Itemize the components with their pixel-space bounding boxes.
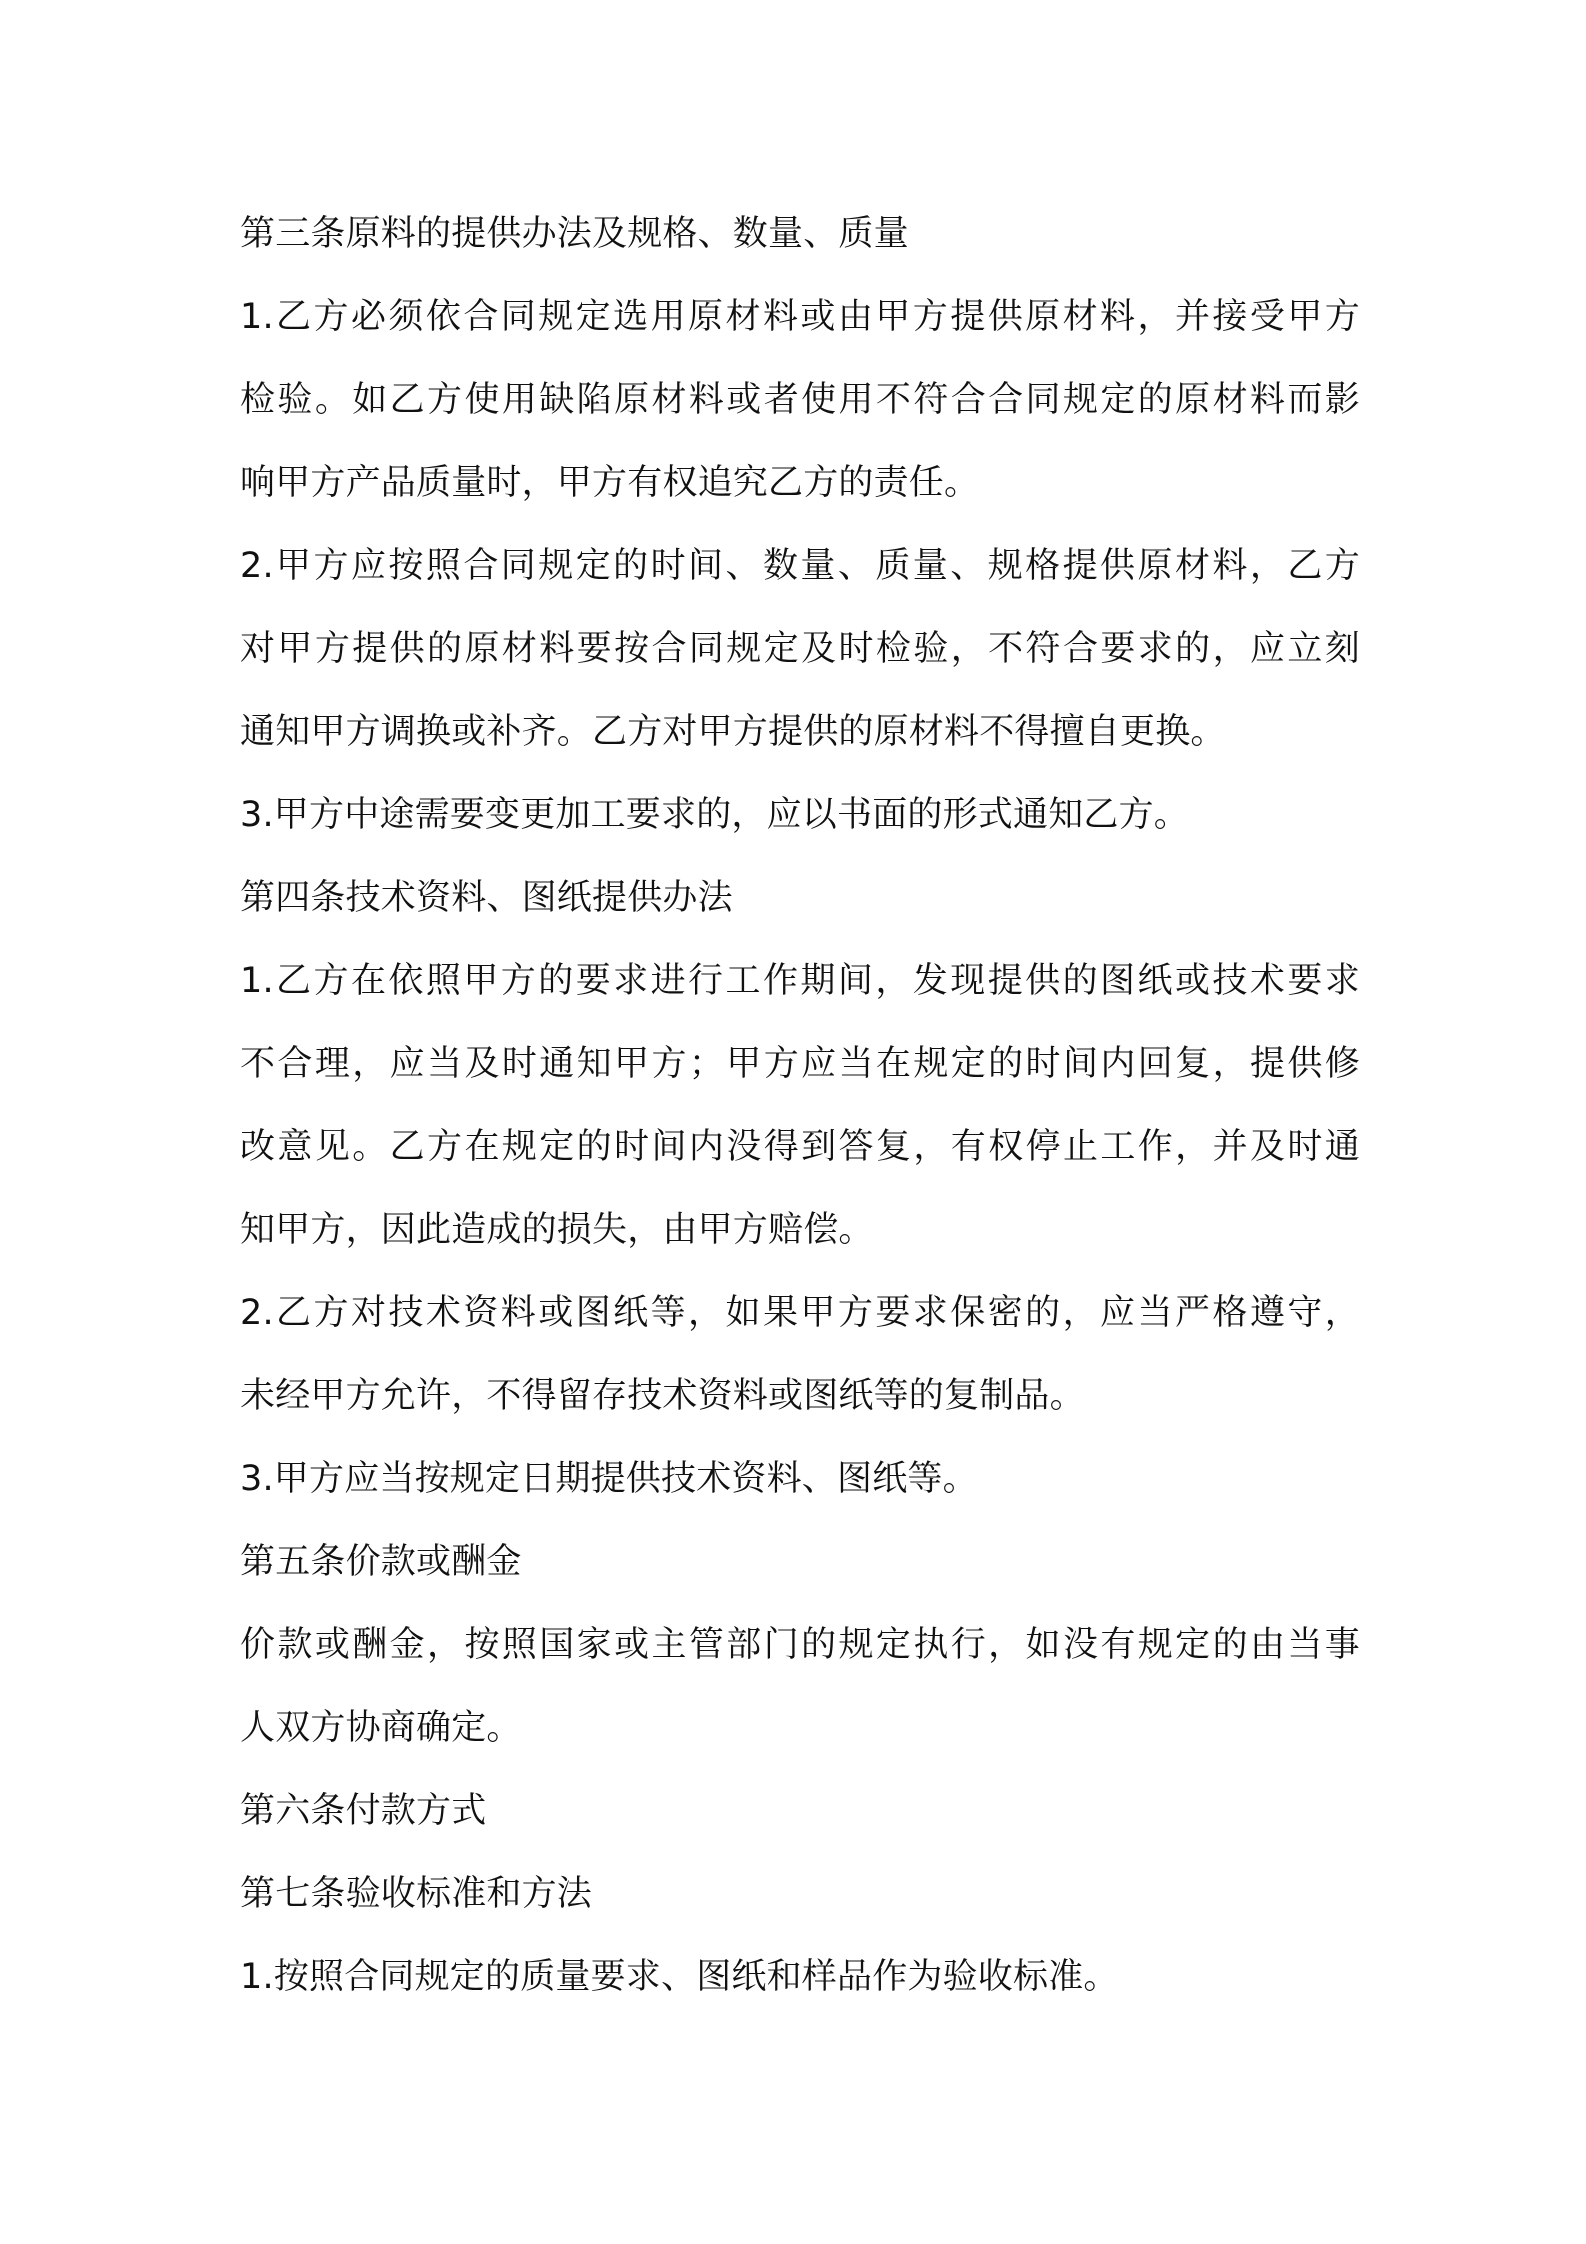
article-3-clause-2-line-2: 对甲方提供的原材料要按合同规定及时检验，不符合要求的，应立刻	[240, 629, 1360, 669]
article-3-clause-1-line-3: 响甲方产品质量时，甲方有权追究乙方的责任。	[240, 463, 980, 503]
article-3-clause-2-line-3: 通知甲方调换或补齐。乙方对甲方提供的原材料不得擅自更换。	[240, 712, 1226, 752]
article-5-body-line-1: 价款或酬金，按照国家或主管部门的规定执行，如没有规定的由当事	[240, 1625, 1360, 1665]
article-3-heading: 第三条原料的提供办法及规格、数量、质量	[240, 214, 909, 254]
document-body	[240, 193, 1360, 2019]
article-3-clause-1-line-1: 1.乙方必须依合同规定选用原材料或由甲方提供原材料，并接受甲方	[240, 297, 1360, 337]
article-7-heading: 第七条验收标准和方法	[240, 1874, 593, 1914]
article-4-clause-1-line-4: 知甲方，因此造成的损失，由甲方赔偿。	[240, 1210, 874, 1250]
article-5-heading: 第五条价款或酬金	[240, 1542, 522, 1582]
article-4-heading: 第四条技术资料、图纸提供办法	[240, 878, 733, 918]
article-3-clause-2-line-1: 2.甲方应按照合同规定的时间、数量、质量、规格提供原材料，乙方	[240, 546, 1360, 586]
article-4-clause-3: 3.甲方应当按规定日期提供技术资料、图纸等。	[240, 1459, 978, 1499]
article-5-body-line-2: 人双方协商确定。	[240, 1708, 522, 1748]
article-4-clause-1-line-2: 不合理，应当及时通知甲方；甲方应当在规定的时间内回复，提供修	[240, 1044, 1360, 1084]
article-4-clause-2-line-2: 未经甲方允许，不得留存技术资料或图纸等的复制品。	[240, 1376, 1085, 1416]
article-4-clause-1-line-3: 改意见。乙方在规定的时间内没得到答复，有权停止工作，并及时通	[240, 1127, 1360, 1167]
article-3-clause-1-line-2: 检验。如乙方使用缺陷原材料或者使用不符合合同规定的原材料而影	[240, 380, 1360, 420]
article-6-heading: 第六条付款方式	[240, 1791, 487, 1831]
article-3-clause-3: 3.甲方中途需要变更加工要求的，应以书面的形式通知乙方。	[240, 795, 1189, 835]
article-4-clause-2-line-1: 2.乙方对技术资料或图纸等，如果甲方要求保密的，应当严格遵守，	[240, 1293, 1360, 1333]
article-7-clause-1: 1.按照合同规定的质量要求、图纸和样品作为验收标准。	[240, 1957, 1119, 1997]
article-4-clause-1-line-1: 1.乙方在依照甲方的要求进行工作期间，发现提供的图纸或技术要求	[240, 961, 1360, 1001]
